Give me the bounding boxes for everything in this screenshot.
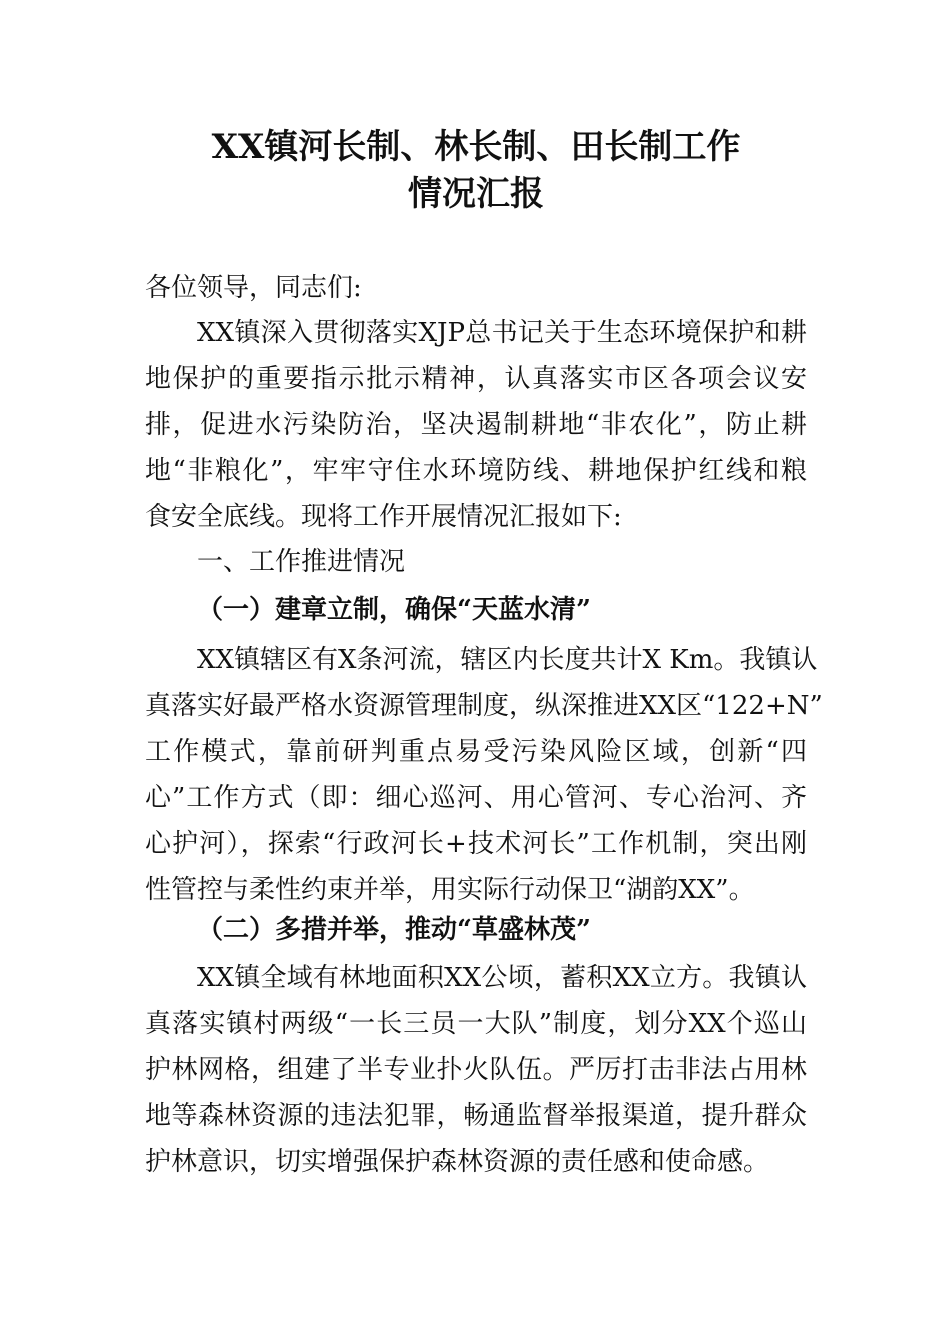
intro-line: XX镇深入贯彻落实XJP总书记关于生态环境保护和耕	[197, 318, 807, 348]
forest-paragraph	[145, 955, 807, 1185]
document-title-line-2: 情况汇报	[408, 174, 544, 214]
water-line: 心”工作方式（即：细心巡河、用心管河、专心治河、齐	[145, 783, 807, 813]
forest-line: 护林意识，切实增强保护森林资源的责任感和使命感。	[145, 1147, 770, 1177]
forest-line: 护林网格，组建了半专业扑火队伍。严厉打击非法占用林	[145, 1055, 807, 1085]
forest-line: 真落实镇村两级“一长三员一大队”制度，划分XX个巡山	[145, 1009, 807, 1039]
water-line: 心护河），探索“行政河长+技术河长”工作机制，突出刚	[145, 829, 807, 859]
intro-line: 地“非粮化”，牢牢守住水环境防线、耕地保护红线和粮	[145, 456, 807, 486]
salutation: 各位领导，同志们:	[145, 273, 362, 303]
intro-line: 地保护的重要指示批示精神，认真落实市区各项会议安	[145, 364, 807, 394]
subsection-heading-water: （一）建章立制，确保“天蓝水清”	[197, 595, 591, 625]
water-line: 性管控与柔性约束并举，用实际行动保卫“湖韵XX”。	[145, 875, 755, 905]
section-heading-work-progress: 一、工作推进情况	[197, 547, 406, 577]
forest-line: XX镇全域有林地面积XX公顷，蓄积XX立方。我镇认	[197, 963, 807, 993]
document-title-line-1: XX镇河长制、林长制、田长制工作	[211, 127, 741, 167]
water-line: 工作模式，靠前研判重点易受污染风险区域，创新“四	[145, 737, 807, 767]
subsection-heading-forest: （二）多措并举，推动“草盛林茂”	[197, 915, 591, 945]
intro-paragraph	[145, 310, 807, 540]
intro-line: 食安全底线。现将工作开展情况汇报如下:	[145, 502, 622, 532]
water-paragraph	[145, 637, 823, 913]
intro-line: 排，促进水污染防治，坚决遏制耕地“非农化”，防止耕	[145, 410, 807, 440]
water-line: XX镇辖区有X条河流，辖区内长度共计X Km。我镇认	[197, 645, 818, 675]
forest-line: 地等森林资源的违法犯罪，畅通监督举报渠道，提升群众	[145, 1101, 807, 1131]
water-line: 真落实好最严格水资源管理制度，纵深推进XX区“122+N”	[145, 691, 823, 721]
